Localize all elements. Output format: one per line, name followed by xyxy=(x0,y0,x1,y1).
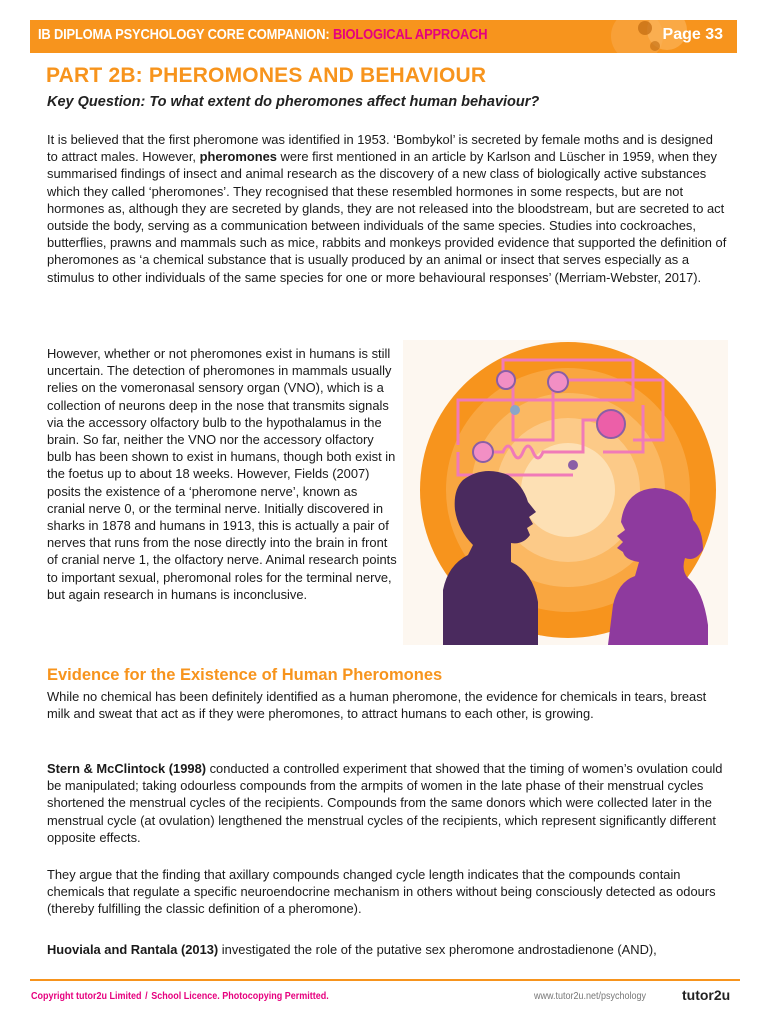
header-bar xyxy=(30,20,737,53)
vno-paragraph: However, whether or not pheromones exist in humans is still uncertain. The detection of pheromones in mammals usually relies on the vomeronasal sensory organ (VNO), which is a collection of neurons deep in the nose that transmits signals via the accessory olfactory bulb to the hypothalamus in the brain. So far, neither the VNO nor the accessory olfactory bulb has been shown to exist in humans, though both exist in the foetus up to about 18 weeks. However, Fields (2007) posits the existence of a ‘pheromone nerve’, known as cranial nerve 0, or the terminal nerve. Initially discovered in sharks in 1878 and humans in 1913, this is actually a pair of nerves that runs from the nose directly into the brain in front of cranial nerve 1, the olfactory nerve. Animal research points to important sexual, pheromonal roles for the terminal nerve, but again research in humans is inconclusive. xyxy=(47,346,397,602)
header-title xyxy=(38,26,487,43)
footer-divider xyxy=(30,979,740,981)
footer-copyright-text: Copyright tutor2u Limited xyxy=(31,991,142,1002)
stern-text: conducted a controlled experiment that showed that the timing of women’s ovulation could be manipulated; taking odourless compounds from the armpits of women in the late phase of their menstrual cycles shortened the menstrual cycles of the recipients. Compounds from the same donors which were collected later in the menstrual cycle (at ovulation) lengthened the menstrual cycles of the recipients, which represent significantly different opposite effects. xyxy=(47,761,723,845)
page-number: Page 33 xyxy=(662,26,723,43)
intro-term-pheromones: pheromones xyxy=(199,149,277,165)
part-title: PART 2B: PHEROMONES AND BEHAVIOUR xyxy=(46,64,487,87)
pheromone-illustration xyxy=(403,340,728,645)
footer-licence-text: School Licence. Photocopying Permitted. xyxy=(151,991,329,1002)
intro-paragraph xyxy=(47,131,727,286)
huoviala-paragraph xyxy=(47,941,727,958)
evidence-intro-paragraph: While no chemical has been definitely identified as a human pheromone, the evidence for chemicals in tears, breast milk and sweat that act as if they were pheromones, to attract humans to each other, is growing. xyxy=(47,689,707,722)
footer-copyright xyxy=(31,991,329,1002)
stern-paragraph xyxy=(47,760,727,846)
footer-url: www.tutor2u.net/psychology xyxy=(534,991,647,1002)
intro-text-a: It is believed that the first pheromone was identified in 1953. ‘Bombykol’ is secreted by female moths and is designed to attract males. However, xyxy=(47,132,713,165)
tutor2u-logo: tutor2u xyxy=(682,987,731,1003)
key-question: Key Question: To what extent do pheromones affect human behaviour? xyxy=(47,94,540,110)
section-heading: Evidence for the Existence of Human Pheromones xyxy=(47,666,443,684)
footer-separator: / xyxy=(145,991,148,1002)
stern-citation: Stern & McClintock (1998) xyxy=(47,761,207,776)
header-title-main: IB DIPLOMA PSYCHOLOGY CORE COMPANION: xyxy=(38,26,330,43)
header-title-accent: BIOLOGICAL APPROACH xyxy=(332,26,488,43)
intro-text-c: were first mentioned in an article by Karlson and Lüscher in 1959, when they summarised findings of insect and animal research as the discovery of a new class of biologically active substances which they called ‘pheromones’. They recognised that these resembled hormones in some respects, but are not hormones as, although they are secreted by glands, they are not released into the bloodstream, but are secreted to act outside the body, serving as a communication between individuals of the same species. Studies into cockroaches, butterflies, prawns and mammals such as mice, rabbits and monkeys provided evidence that supported the definition of pheromones as ‘a chemical substance that is usually produced by an animal or insect that serves especially as a stimulus to other individuals of the same species for one or more behavioural responses’ (Merriam-Webster, 2017). xyxy=(47,149,727,285)
huoviala-citation: Huoviala and Rantala (2013) xyxy=(47,942,219,957)
axillary-paragraph: They argue that the finding that axillary compounds changed cycle length indicates that the compounds contain chemicals that regulate a specific neuroendocrine mechanism in others without being consciously detected as odours (thereby fulfilling the classic definition of a pheromone). xyxy=(47,867,716,917)
huoviala-text: investigated the role of the putative sex pheromone androstadienone (AND), xyxy=(218,942,657,957)
